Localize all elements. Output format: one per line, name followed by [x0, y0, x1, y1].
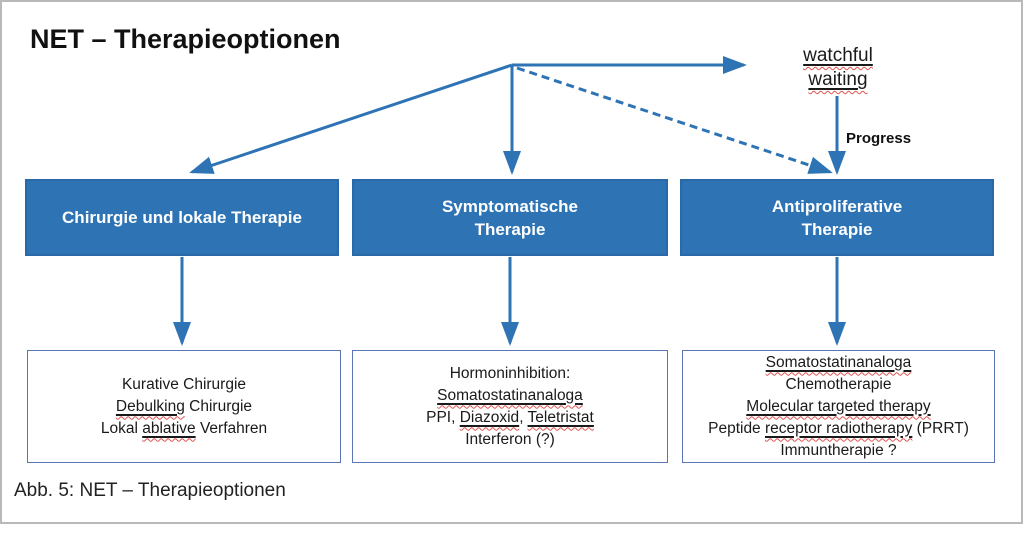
text-line: Symptomatische	[441, 196, 579, 216]
therapy-box-symptomatische	[352, 179, 668, 256]
text-line: waiting	[808, 69, 868, 90]
therapy-box-antiproliferative	[680, 179, 994, 256]
options-box-symptomatische	[352, 350, 668, 463]
text-line: Chemotherapie	[785, 375, 892, 393]
therapy-box-chirurgie	[25, 179, 339, 256]
text-line: Molecular targeted therapy	[746, 397, 931, 415]
text-line: Kurative Chirurgie	[121, 375, 247, 393]
options-box-chirurgie	[27, 350, 341, 463]
figure-title: NET – Therapieoptionen	[30, 24, 341, 54]
text-line: Hormoninhibition:	[449, 364, 571, 382]
text-line: Immuntherapie ?	[780, 441, 897, 459]
text-line: Somatostatinanaloga	[437, 386, 583, 404]
text-line: Somatostatinanaloga	[765, 353, 912, 371]
options-box-antiproliferative	[682, 350, 995, 463]
text-line: Interferon (?)	[465, 430, 555, 448]
text-line: Antiproliferative	[771, 196, 903, 216]
watchful-waiting-label	[788, 44, 888, 92]
text-line: Therapie	[801, 219, 873, 239]
text-line: Therapie	[474, 219, 546, 239]
text-line: watchful	[803, 45, 873, 66]
figure-caption: Abb. 5: NET – Therapieoptionen	[14, 480, 286, 501]
text-line: Chirurgie und lokale Therapie	[62, 208, 302, 227]
text-line: Debulking Chirurgie	[115, 397, 253, 415]
text-line: PPI, Diazoxid, Teletristat	[426, 408, 594, 426]
text-line: Peptide receptor radiotherapy (PRRT)	[708, 419, 969, 437]
text-line: Lokal ablative Verfahren	[100, 419, 268, 437]
progress-label: Progress	[846, 130, 912, 147]
